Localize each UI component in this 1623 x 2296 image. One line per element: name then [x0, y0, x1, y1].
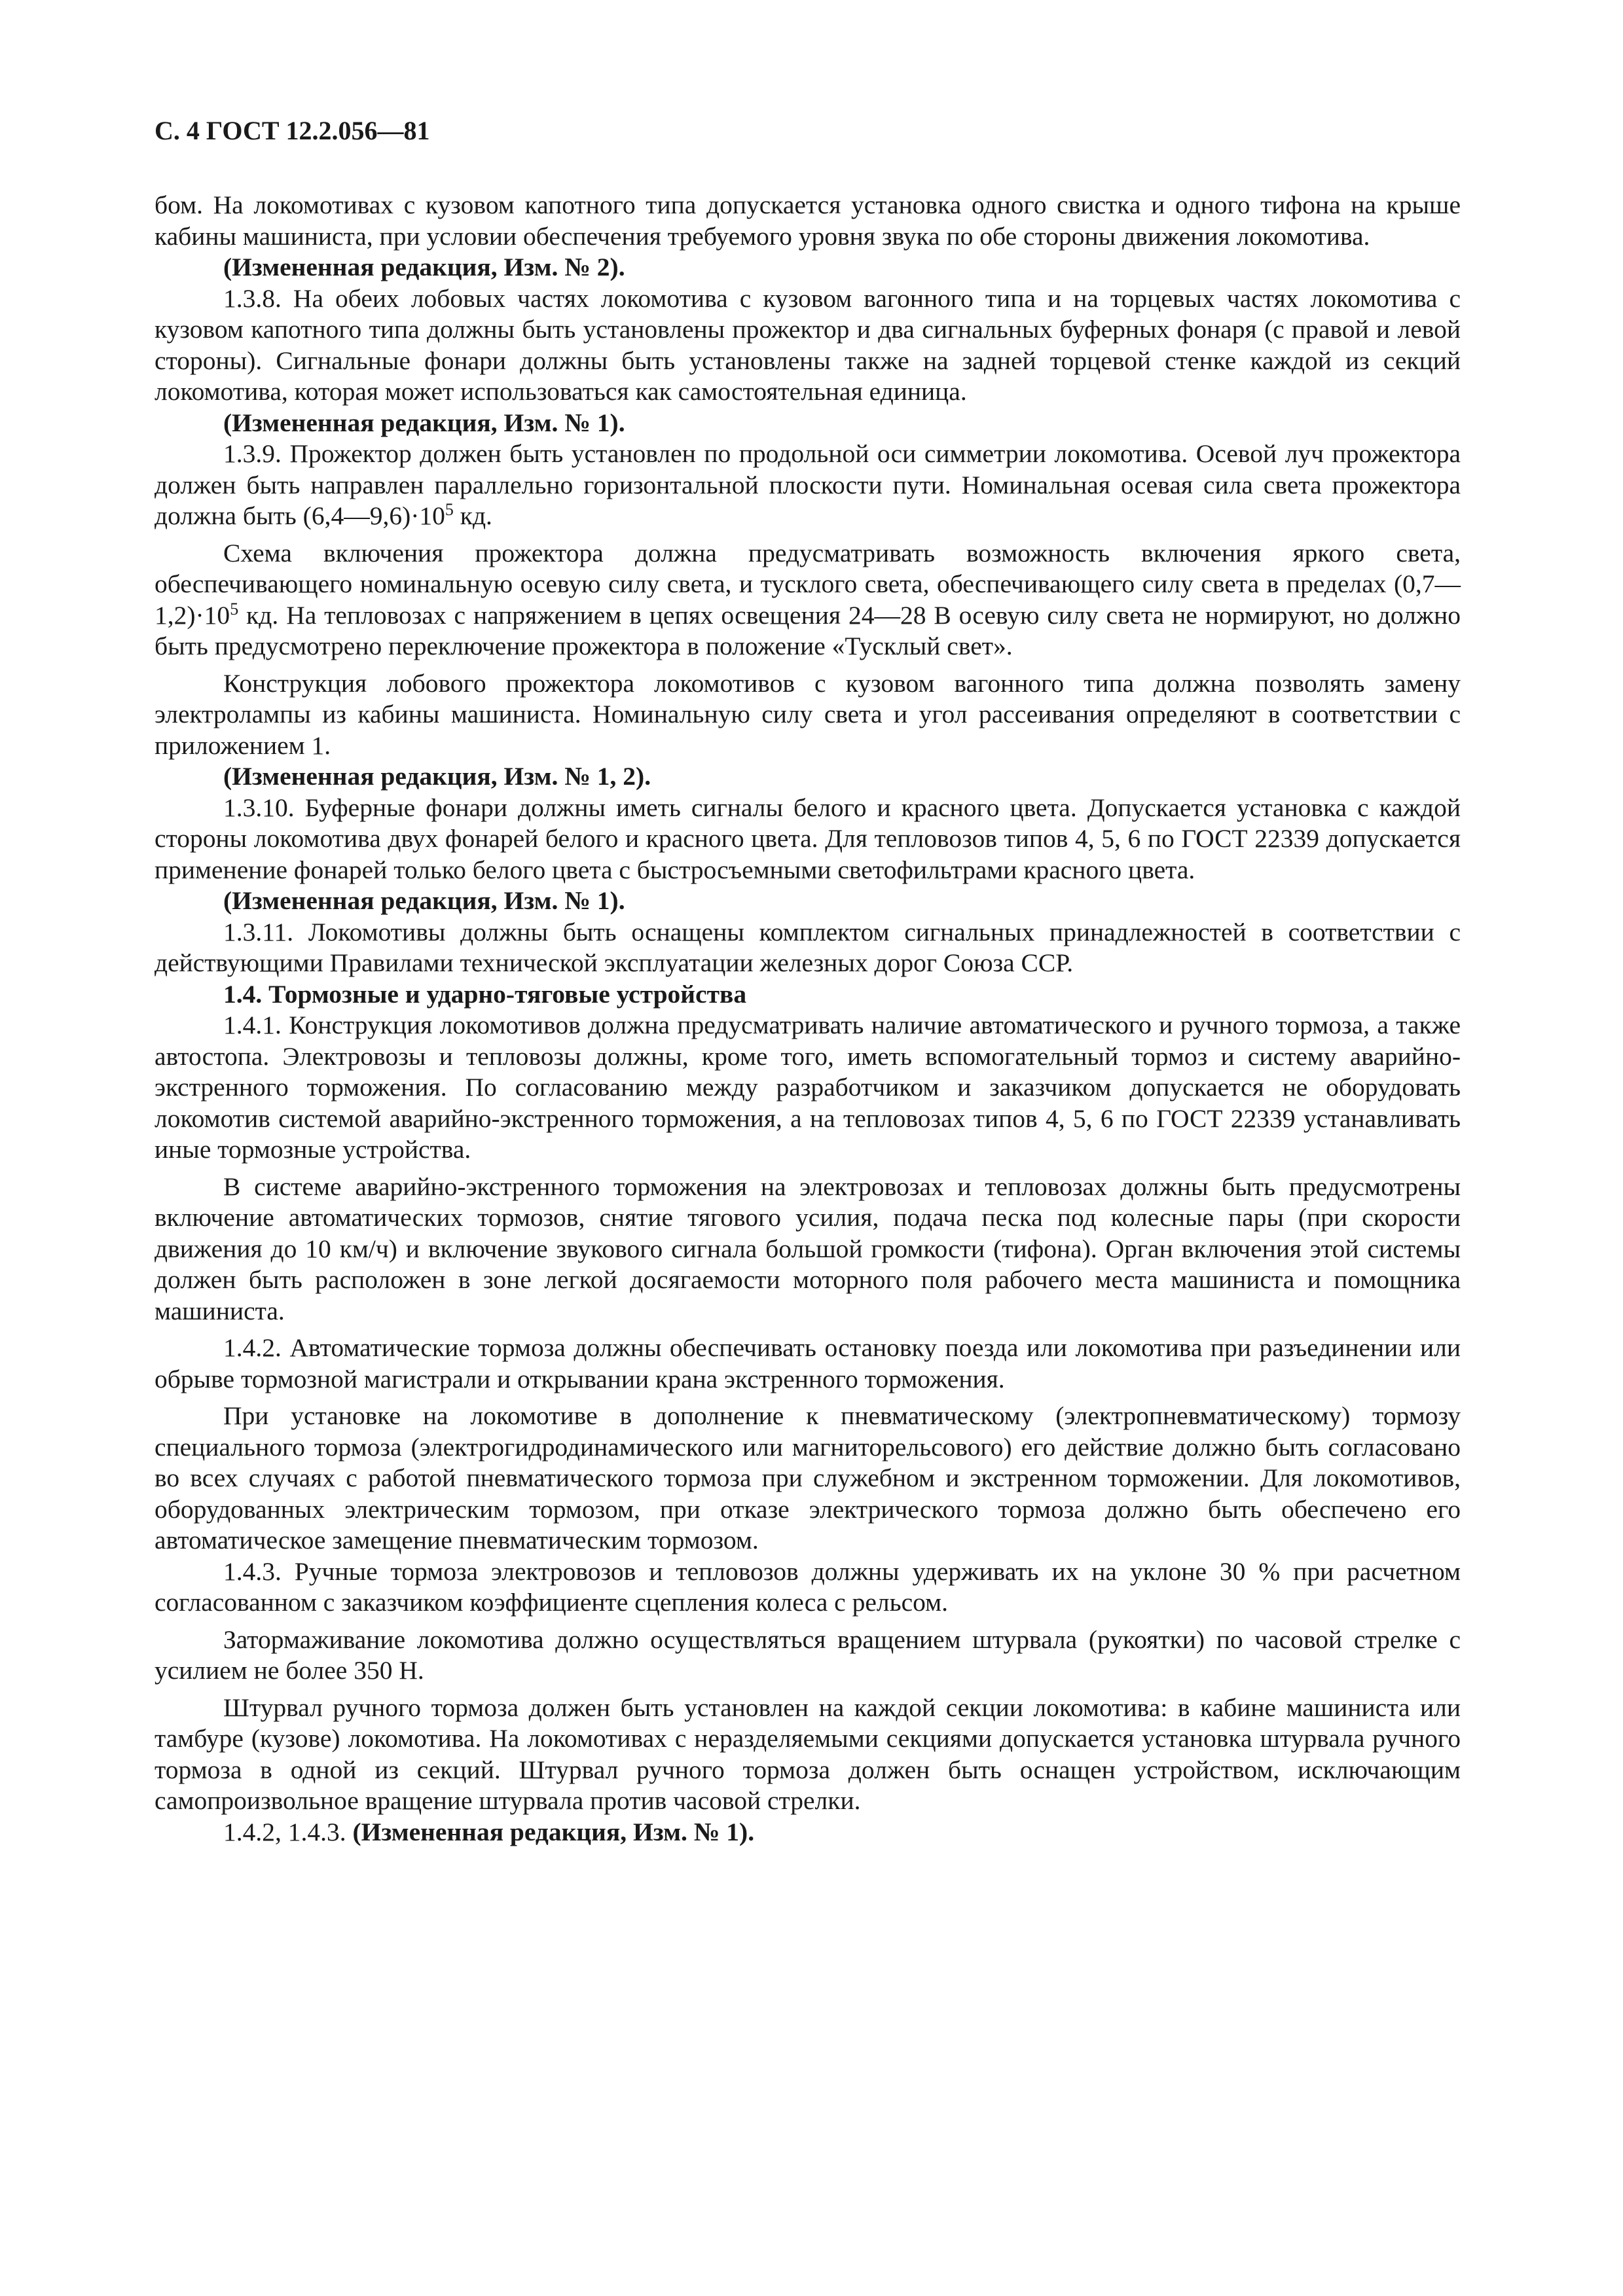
- paragraph-1-3-11: [155, 917, 1461, 979]
- paragraph-1-3-10: [155, 793, 1461, 886]
- amendment-note: [155, 252, 1461, 283]
- paragraph-text: 1.3.10. Буферные фонари должны иметь сигналы белого и красного цвета. Допускается установка с каждой стороны локомотива двух фонарей белого и красного цвета. Для тепловозов типов 4, 5, 6 по ГОСТ 22339 допускается применение фонарей только белого цвета с быстросъемными светофильтрами красного цвета.: [155, 793, 1461, 884]
- paragraph-text: Затормаживание локомотива должно осуществляться вращением штурвала (рукоятки) по часовой стрелке с усилием не более 350 Н.: [155, 1624, 1461, 1685]
- amendment-note: [155, 886, 1461, 917]
- superscript: 5: [230, 599, 239, 619]
- page-header: С. 4 ГОСТ 12.2.056—81: [155, 116, 430, 145]
- superscript: 5: [445, 499, 454, 519]
- section-heading-1-4: [155, 979, 1461, 1011]
- section-heading-text: 1.4. Тормозные и ударно-тяговые устройства: [223, 979, 747, 1009]
- paragraph-1-4-2: [155, 1333, 1461, 1395]
- paragraph-text: 1.3.11. Локомотивы должны быть оснащены комплектом сигнальных принадлежностей в соответствии с действующими Правилами технической эксплуатации железных дорог Союза ССР.: [155, 917, 1461, 977]
- amendment-text: (Измененная редакция, Изм. № 1).: [223, 408, 625, 437]
- paragraph-text: Схема включения прожектора должна предусматривать возможность включения яркого света, обеспечивающего номинальную осевую силу света, и тусклого света, обеспечивающего силу света в пределах (0,7—1,2)·10: [155, 538, 1461, 630]
- amendment-text: (Измененная редакция, Изм. № 1).: [223, 886, 625, 915]
- paragraph-handwheel-direction: [155, 1624, 1461, 1687]
- paragraph-text: Штурвал ручного тормоза должен быть установлен на каждой секции локомотива: в кабине машиниста или тамбуре (кузове) локомотива. На локомотивах с неразделяемыми секциями допускается установка штурвала ручного тормоза в одной из секций. Штурвал ручного тормоза должен быть оснащен устройством, исключающим самопроизвольное вращение штурвала против часовой стрелки.: [155, 1693, 1461, 1815]
- paragraph-emergency-braking: [155, 1172, 1461, 1327]
- amendment-text: (Измененная редакция, Изм. № 1).: [352, 1817, 755, 1846]
- paragraph-headlight-design: [155, 668, 1461, 762]
- amendment-note: [155, 761, 1461, 793]
- paragraph-tail: кд. На тепловозах с напряжением в цепях освещения 24—28 В осевую силу света не нормируют, но должно быть предусмотрено переключение прожектора в положение «Тусклый свет».: [155, 600, 1461, 660]
- paragraph-text: 1.4.1. Конструкция локомотивов должна предусматривать наличие автоматического и ручного тормоза, а также автостопа. Электровозы и тепловозы должны, кроме того, иметь вспомогательный тормоз и систему аварийно-экстренного торможения. По согласованию между разработчиком и заказчиком допускается не оборудовать локомотив системой аварийно-экстренного торможения, а на тепловозах типов 4, 5, 6 по ГОСТ 22339 устанавливать иные тормозные устройства.: [155, 1011, 1461, 1164]
- paragraph-continuation: [155, 190, 1461, 252]
- paragraph-1-4-1: [155, 1010, 1461, 1166]
- paragraph-handwheel-location: [155, 1693, 1461, 1817]
- paragraph-1-4-3: [155, 1556, 1461, 1619]
- paragraph-headlight-scheme: [155, 538, 1461, 662]
- amendment-text: (Измененная редакция, Изм. № 2).: [223, 253, 625, 281]
- clause-reference: 1.4.2, 1.4.3.: [223, 1817, 353, 1846]
- paragraph-text: 1.4.3. Ручные тормоза электровозов и тепловозов должны удерживать их на уклоне 30 % при расчетном согласованном с заказчиком коэффициенте сцепления колеса с рельсом.: [155, 1556, 1461, 1617]
- amendment-note-1-4-2-1-4-3: [155, 1817, 1461, 1848]
- paragraph-text: 1.3.8. На обеих лобовых частях локомотива с кузовом вагонного типа и на торцевых частях локомотива с кузовом капотного типа должны быть установлены прожектор и два сигнальных буферных фонаря (с правой и левой стороны). Сигнальные фонари должны быть установлены также на задней торцевой стенке каждой из секций локомотива, которая может использоваться как самостоятельная единица.: [155, 283, 1461, 406]
- amendment-note: [155, 408, 1461, 439]
- paragraph-1-3-9: [155, 439, 1461, 532]
- paragraph-text: При установке на локомотиве в дополнение к пневматическому (электропневматическому) тормозу специального тормоза (электрогидродинамического или магниторельсового) его действие должно быть согласовано во всех случаях с работой пневматического тормоза при служебном и экстренном торможении. Для локомотивов, оборудованных электрическим тормозом, при отказе электрического тормоза должно быть обеспечено его автоматическое замещение пневматическим тормозом.: [155, 1401, 1461, 1554]
- paragraph-text: Конструкция лобового прожектора локомотивов с кузовом вагонного типа должна позволять замену электролампы из кабины машиниста. Номинальную силу света и угол рассеивания определяют в соответствии с приложением 1.: [155, 668, 1461, 760]
- paragraph-1-3-8: [155, 283, 1461, 408]
- paragraph-text: В системе аварийно-экстренного торможения на электровозах и тепловозах должны быть предусмотрены включение автоматических тормозов, снятие тягового усилия, подача песка под колесные пары (при скорости движения до 10 км/ч) и включение звукового сигнала большой громкости (тифона). Орган включения этой системы должен быть расположен в зоне легкой досягаемости моторного поля рабочего места машиниста и помощника машиниста.: [155, 1172, 1461, 1325]
- paragraph-tail: кд.: [453, 501, 492, 530]
- paragraph-special-brake: [155, 1401, 1461, 1556]
- paragraph-text: 1.3.9. Прожектор должен быть установлен по продольной оси симметрии локомотива. Осевой луч прожектора должен быть направлен параллельно горизонтальной плоскости пути. Номинальная осевая сила света прожектора должна быть (6,4—9,6)·10: [155, 439, 1461, 530]
- paragraph-text: бом. На локомотивах с кузовом капотного типа допускается установка одного свистка и одного тифона на крыше кабины машиниста, при условии обеспечения требуемого уровня звука по обе стороны движения локомотива.: [155, 190, 1461, 251]
- amendment-text: (Измененная редакция, Изм. № 1, 2).: [223, 762, 651, 791]
- document-body: [155, 190, 1461, 1848]
- paragraph-text: 1.4.2. Автоматические тормоза должны обеспечивать остановку поезда или локомотива при разъединении или обрыве тормозной магистрали и открывании крана экстренного торможения.: [155, 1333, 1461, 1393]
